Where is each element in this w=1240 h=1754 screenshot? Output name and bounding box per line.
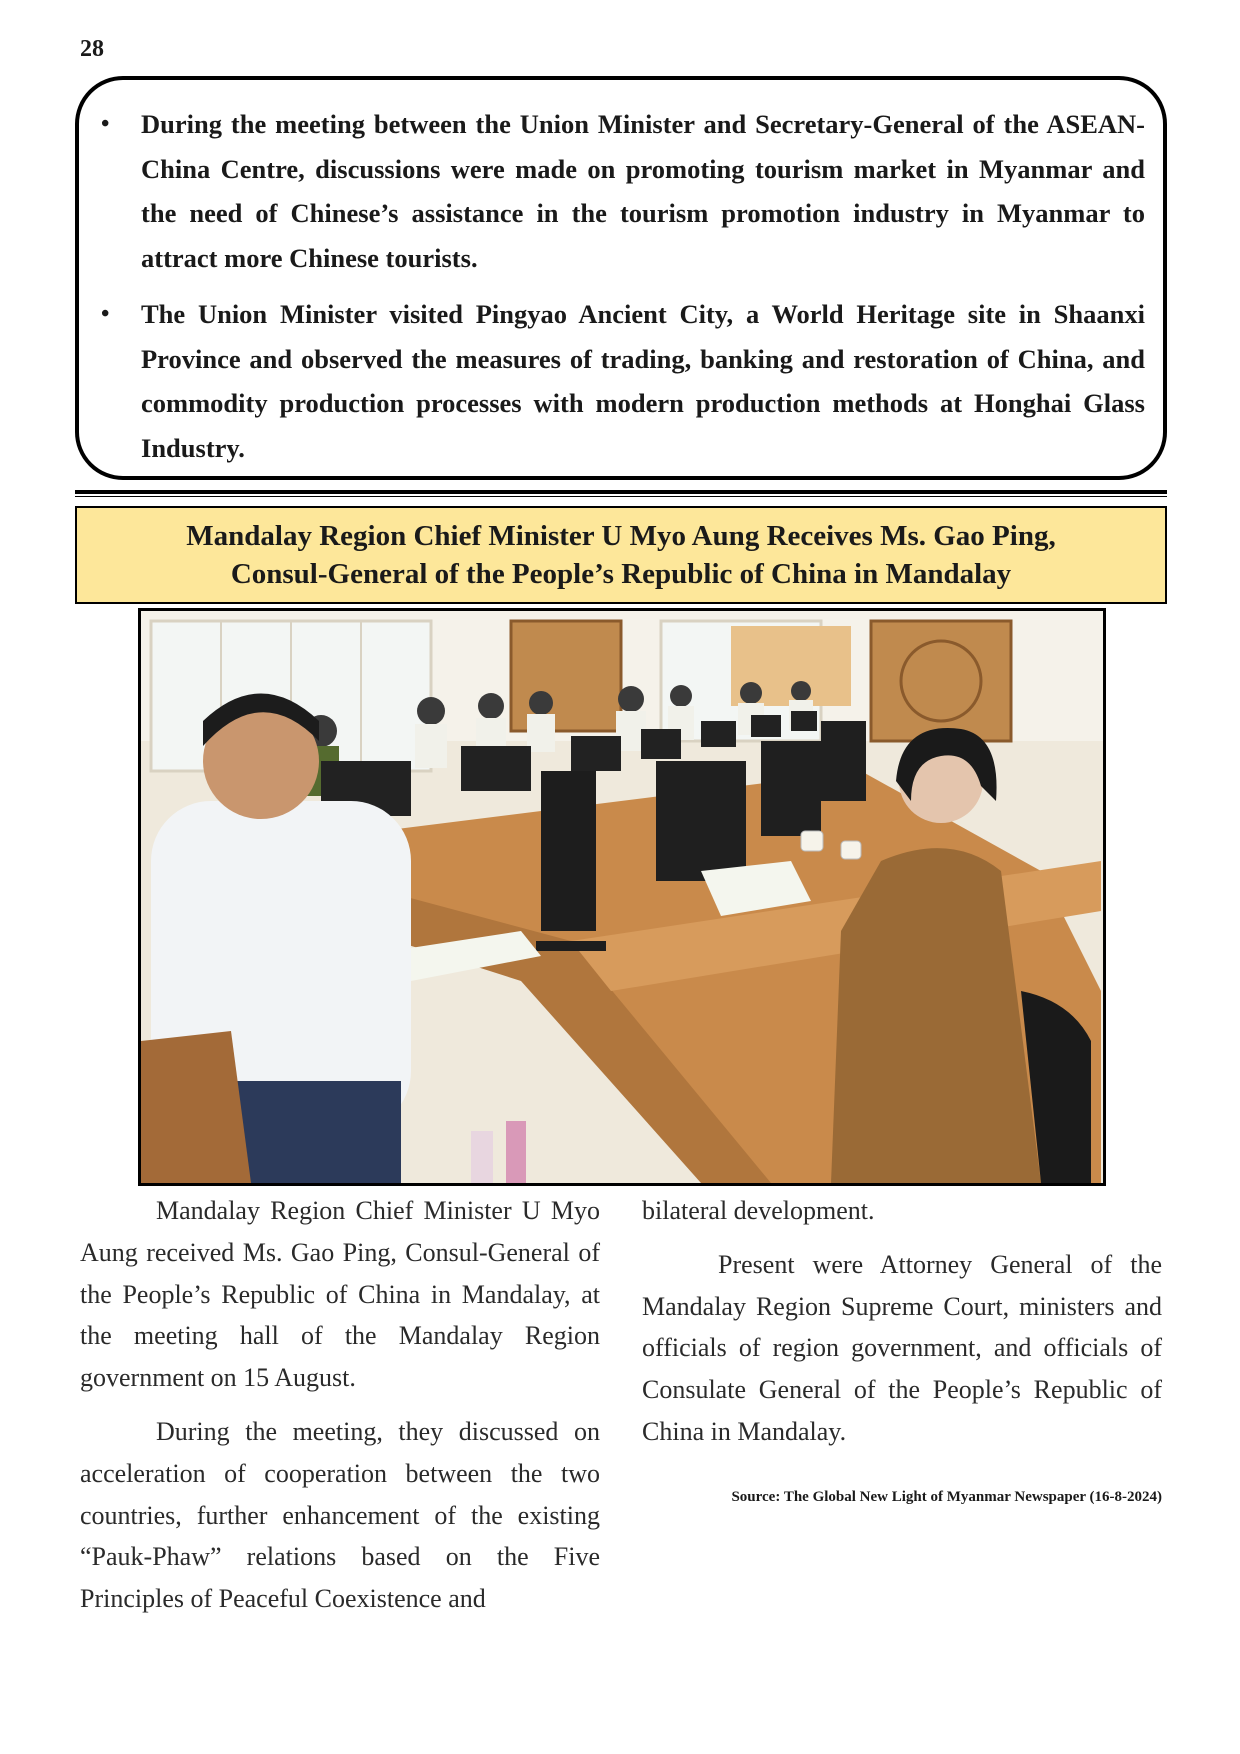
headline-line-1: Mandalay Region Chief Minister U Myo Aung Receives Ms. Gao Ping,	[186, 520, 1056, 552]
article-paragraph-continuation: bilateral development.	[642, 1196, 875, 1225]
summary-box	[75, 76, 1167, 480]
summary-bullet-2: • The Union Minister visited Pingyao Ancient City, a World Heritage site in Shaanxi Province and observed the measures of trading, banking and restoration of China, and commodity production processes with modern production methods at Honghai Glass Industry.	[79, 292, 1163, 470]
bottle-1	[471, 1131, 493, 1183]
article-paragraph-1: Mandalay Region Chief Minister U Myo Aung received Ms. Gao Ping, Consul-General of the People’s Republic of China in Mandalay, at the meeting hall of the Mandalay Region government on 15 August.	[80, 1196, 600, 1393]
monitor-center	[541, 771, 596, 931]
bullet-icon: •	[101, 301, 110, 327]
page-number: 28	[80, 36, 104, 62]
divider-thick	[75, 490, 1167, 494]
meeting-photo	[138, 608, 1106, 1186]
summary-list	[79, 102, 1163, 482]
door-right	[871, 621, 1011, 741]
article-right-column	[642, 1190, 1162, 1465]
meeting-photo-illustration	[141, 611, 1103, 1183]
divider-thin	[75, 496, 1167, 497]
bullet-icon: •	[101, 111, 110, 137]
headline-line-2: Consul-General of the People’s Republic of China in Mandalay	[230, 558, 1012, 590]
article-left-column	[80, 1190, 600, 1632]
headline-banner	[75, 506, 1167, 604]
headline	[141, 517, 1101, 593]
article-paragraph-3: Present were Attorney General of the Mandalay Region Supreme Court, ministers and officials of region government, and officials of Consulate General of the People’s Republic of China in Mandalay.	[642, 1249, 1162, 1446]
summary-bullet-1: • During the meeting between the Union Minister and Secretary-General of the ASEAN-China Centre, discussions were made on promoting tourism market in Myanmar and the need of Chinese’s assistance in the tourism promotion industry in Myanmar to attract more Chinese tourists.	[79, 102, 1163, 280]
source-citation: Source: The Global New Light of Myanmar Newspaper (16-8-2024)	[731, 1489, 1162, 1505]
bottle-2	[506, 1121, 526, 1183]
article-paragraph-2: During the meeting, they discussed on acceleration of cooperation between the two countries, further enhancement of the existing “Pauk-Phaw” relations based on the Five Principles of Peaceful Coexistence and	[80, 1416, 600, 1614]
